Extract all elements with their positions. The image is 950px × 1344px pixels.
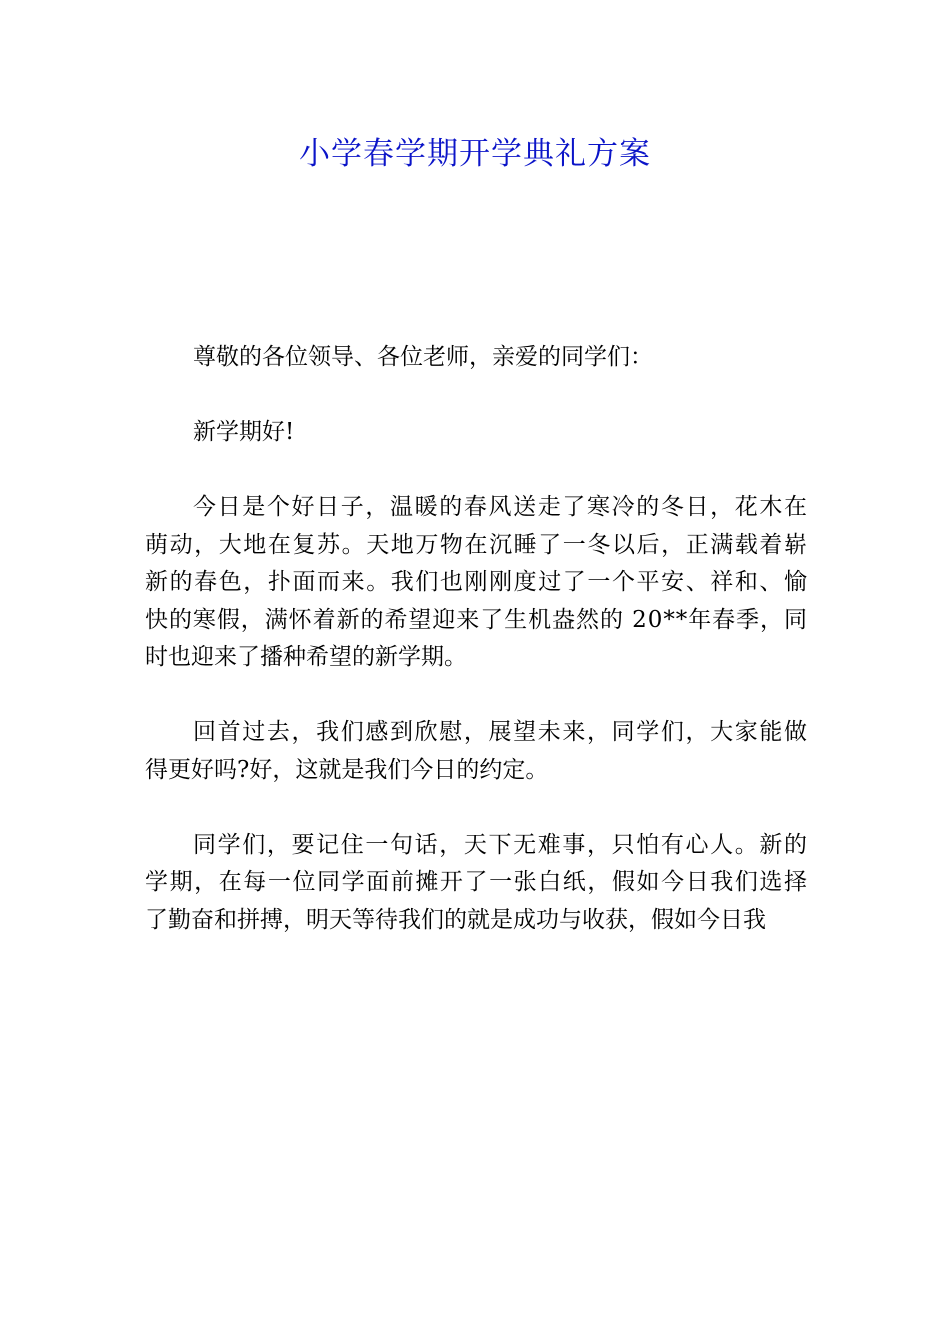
paragraph-line: 得更好吗?好，这就是我们今日的约定。	[145, 756, 549, 783]
paragraph	[145, 489, 807, 677]
paragraph	[145, 827, 807, 940]
paragraph-list	[145, 339, 807, 939]
paragraph-line: 回首过去，我们感到欣慰，展望未来，同学们，大家能做	[193, 719, 809, 745]
paragraph	[145, 339, 807, 377]
paragraph-line: 萌动，大地在复苏。天地万物在沉睡了一冬以后，正满载着崭	[145, 531, 809, 558]
paragraph-gap	[145, 377, 807, 415]
paragraph-gap	[145, 677, 807, 715]
paragraph-line: 今日是个好日子，温暖的春风送走了寒冷的冬日，花木在	[193, 494, 809, 520]
paragraph	[145, 414, 807, 452]
paragraph-line: 快的寒假，满怀着新的希望迎来了生机盎然的 20**年春季，同	[145, 606, 808, 633]
document-title: 小学春学期开学典礼方案	[299, 136, 651, 172]
paragraph-line: 尊敬的各位领导、各位老师，亲爱的同学们：	[193, 344, 653, 370]
paragraph-line: 新的春色，扑面而来。我们也刚刚度过了一个平安、祥和、愉	[145, 569, 809, 595]
paragraph-line: 时也迎来了播种希望的新学期。	[145, 644, 467, 670]
paragraph-line: 同学们，要记住一句话，天下无难事，只怕有心人。新的	[193, 831, 809, 858]
document-body	[145, 339, 807, 939]
paragraph	[145, 714, 807, 789]
paragraph-gap	[145, 452, 807, 490]
paragraph-gap	[145, 789, 807, 827]
paragraph-line: 新学期好!	[193, 419, 295, 445]
paragraph-line: 了勤奋和拼搏，明天等待我们的就是成功与收获，假如今日我	[145, 906, 766, 933]
paragraph-line: 学期，在每一位同学面前摊开了一张白纸，假如今日我们选择	[145, 869, 809, 895]
